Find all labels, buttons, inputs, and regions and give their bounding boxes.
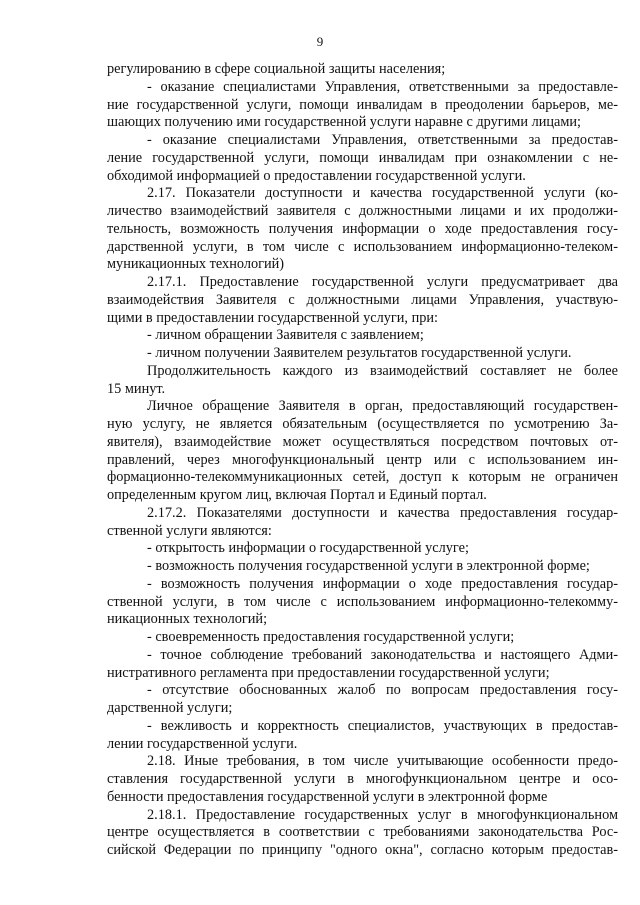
text-line: 15 минут.	[107, 380, 166, 397]
text-line: формационно-телекоммуникационных сетей, доступ к которым не ограничен	[107, 469, 618, 486]
text-line: ственной услуги, в том числе с использованием информационно-телекомму-	[107, 593, 618, 610]
text-line: бенности предоставления государственной услуги в электронной форме	[107, 788, 548, 805]
text-line: явителя), взаимодействие может осуществляться посредством почтовых от-	[107, 433, 618, 450]
text-line: Продолжительность каждого из взаимодействий составляет не более	[147, 362, 618, 379]
text-line: лении государственной услуги.	[107, 735, 298, 752]
text-line: 2.17.2. Показателями доступности и качества предоставления государ-	[147, 504, 618, 521]
text-line: сийской Федерации по принципу "одного окна", согласно которым предостав-	[107, 842, 618, 858]
text-line: - возможность получения информации о ходе предоставления государ-	[147, 575, 618, 592]
text-line: шающих получению ими государственной услуги наравне с другими лицами;	[107, 114, 582, 131]
text-line: ставления государственной услуги в многофункциональном центре и осо-	[107, 771, 618, 787]
text-line: щими в предоставлении государственной услуги, при:	[107, 309, 439, 326]
text-line: 2.17.1. Предоставление государственной услуги предусматривает два	[147, 274, 618, 290]
text-line: Личное обращение Заявителя в орган, предоставляющий государствен-	[147, 398, 618, 415]
text-line: правлений, через многофункциональный центр или с использованием ин-	[107, 451, 618, 468]
text-line: дарственной услуги, в том числе с использованием информационно-телеком-	[107, 238, 618, 255]
document-body	[107, 61, 618, 860]
text-line: 2.18.1. Предоставление государственных услуг в многофункциональном	[147, 806, 618, 823]
text-line: - оказание специалистами Управления, ответственными за предоставле-	[147, 78, 618, 95]
text-line: взаимодействия Заявителя с должностными лицами Управления, участвую-	[107, 291, 618, 308]
text-line: дарственной услуги;	[107, 700, 233, 716]
page-number: 9	[316, 34, 324, 49]
text-line: 2.17. Показатели доступности и качества государственной услуги (ко-	[147, 185, 618, 202]
text-line: определенным кругом лиц, включая Портал и Единый портал.	[107, 487, 487, 503]
text-line: - оказание специалистами Управления, ответственными за предостав-	[147, 132, 618, 148]
text-line: центре осуществляется в соответствии с требованиями законодательства Рос-	[107, 824, 618, 841]
text-line: ние государственной услуги, помощи инвалидам в преодолении барьеров, ме-	[107, 96, 618, 113]
text-line: - возможность получения государственной услуги в электронной форме;	[147, 558, 590, 574]
text-line: регулированию в сфере социальной защиты населения;	[107, 61, 446, 77]
text-line: ственной услуги являются:	[107, 522, 272, 539]
text-line: муникационных технологий)	[107, 256, 285, 273]
text-line: ление государственной услуги, помощи инвалидам при ознакомлении с не-	[107, 149, 618, 166]
text-line: - личном обращении Заявителя с заявлением;	[147, 327, 424, 344]
text-line: 2.18. Иные требования, в том числе учитывающие особенности предо-	[147, 753, 618, 770]
text-line: - открытость информации о государственной услуге;	[147, 540, 469, 557]
text-line: личество взаимодействий заявителя с должностными лицами и их продолжи-	[107, 203, 618, 219]
text-line: - личном получении Заявителем результатов государственной услуги.	[147, 345, 572, 361]
text-line: - своевременность предоставления государственной услуги;	[147, 629, 515, 645]
text-line: тельность, возможность получения информации о ходе предоставления госу-	[107, 220, 618, 237]
text-line: - вежливость и корректность специалистов, участвующих в предостав-	[147, 717, 618, 734]
text-line: никационных технологий;	[107, 611, 268, 628]
text-line: - отсутствие обоснованных жалоб по вопросам предоставления госу-	[147, 682, 618, 699]
text-line: ную услугу, не является обязательным (осуществляется по усмотрению За-	[107, 416, 618, 432]
text-line: обходимой информацией о предоставлении государственной услуги.	[107, 167, 526, 184]
text-line: нистративного регламента при предоставлении государственной услуги;	[107, 664, 550, 681]
text-line: - точное соблюдение требований законодательства и настоящего Адми-	[147, 646, 618, 663]
